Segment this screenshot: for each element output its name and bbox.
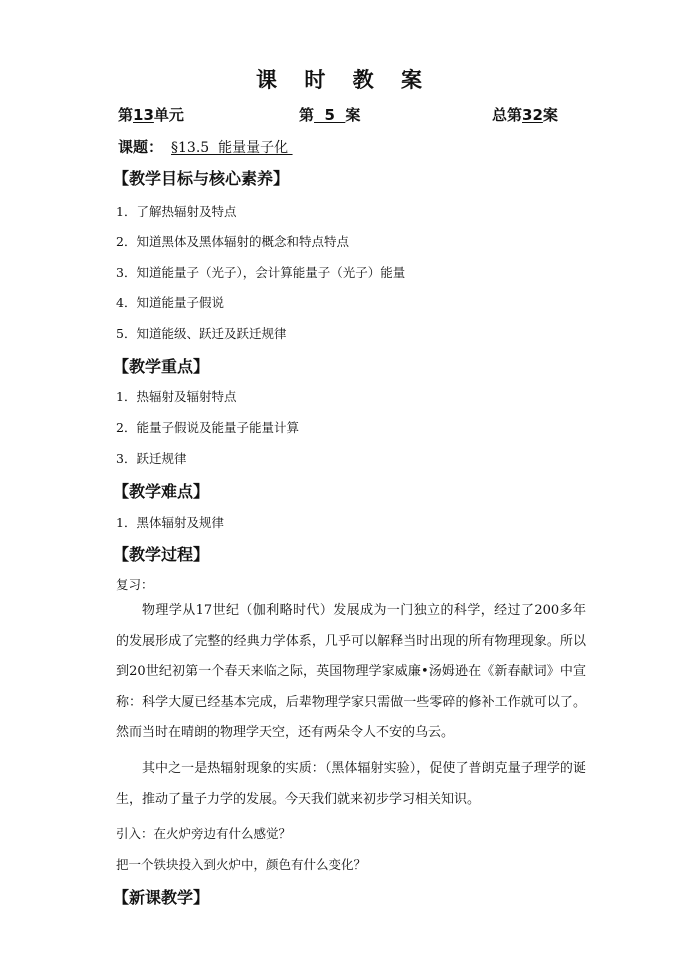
unit-number [118, 104, 184, 125]
context-paragraph: 其中之一是热辐射现象的实质：（黑体辐射实验），促使了普朗克量子理学的诞生，推动了量子力学的发展。今天我们就来初步学习相关知识。 [116, 761, 586, 807]
goal-item: 3．知道能量子（光子），会计算能量子（光子）能量 [116, 265, 406, 280]
review-paragraph: 物理学从17世纪（伽利略时代）发展成为一门独立的科学，经过了200多年的发展形成了完整的经典力学体系，几乎可以解释当时出现的所有物理现象。所以到20世纪初第一个春天来临之际，英国物理学家威廉•汤姆逊在《新春献词》中宣称：科学大厦已经基本完成，后辈物理学家只需做一些零碎的修补工作就可以了。然而当时在晴朗的物理学天空，还有两朵令人不安的乌云。 [116, 603, 586, 740]
new-lesson-heading: 【新课教学】 [113, 888, 210, 907]
goal-item: 5．知道能级、跃迁及跃迁规律 [116, 326, 287, 341]
document-title: 课 时 教 案 [256, 68, 432, 92]
intro-question: 把一个铁块投入到火炉中，颜色有什么变化？ [116, 857, 367, 872]
total-suffix: 案 [542, 106, 558, 124]
lesson-topic [118, 136, 295, 157]
process-heading: 【教学过程】 [113, 545, 210, 564]
goals-heading: 【教学目标与核心素养】 [113, 169, 290, 188]
case-value: 5 [314, 106, 346, 124]
total-value: 32 [522, 106, 543, 124]
key-points-heading: 【教学重点】 [113, 357, 210, 376]
lesson-meta-row [118, 104, 578, 126]
review-label: 复习： [116, 577, 154, 592]
total-prefix: 总第 [492, 106, 523, 124]
intro-question: 引入：在火炉旁边有什么感觉？ [116, 826, 292, 841]
difficulties-heading: 【教学难点】 [113, 482, 210, 501]
difficulty-item: 1．黑体辐射及规律 [116, 515, 224, 530]
unit-prefix: 第 [118, 106, 134, 124]
goal-item: 4．知道能量子假说 [116, 295, 224, 310]
total-case-number [492, 104, 558, 125]
key-point-item: 3．跃迁规律 [116, 451, 187, 466]
goal-item: 2．知道黑体及黑体辐射的概念和特点特点 [116, 234, 349, 249]
case-prefix: 第 [299, 106, 315, 124]
key-point-item: 2．能量子假说及能量子能量计算 [116, 420, 299, 435]
lesson-topic-label: 课题： [118, 138, 164, 156]
unit-value: 13 [133, 106, 154, 124]
lesson-topic-value: §13.5 能量量子化 [171, 140, 293, 156]
unit-suffix: 单元 [153, 106, 184, 124]
goal-item: 1．了解热辐射及特点 [116, 204, 237, 219]
case-number [299, 104, 360, 125]
key-point-item: 1．热辐射及辐射特点 [116, 389, 237, 404]
case-suffix: 案 [345, 106, 361, 124]
